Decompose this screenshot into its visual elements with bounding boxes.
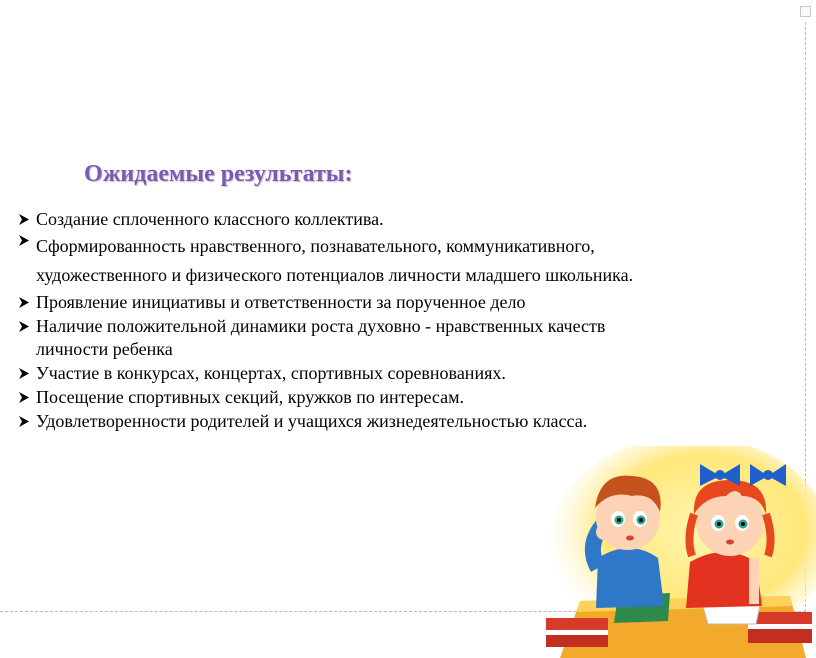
list-item-text: Проявление инициативы и ответственности за порученное дело [36, 292, 526, 312]
two-children-at-desk-illustration [540, 446, 816, 658]
list-item-text: Наличие положительной динамики роста духовно - нравственных качеств [36, 316, 606, 336]
list-item-text: Сформированность нравственного, познавательного, коммуникативного, [36, 236, 595, 256]
corner-marker [800, 6, 811, 17]
list-item [18, 232, 718, 290]
list-item-text: Удовлетворенности родителей и учащихся жизнедеятельностью класса. [36, 411, 588, 431]
results-list [18, 208, 718, 433]
list-item [18, 410, 718, 433]
list-item-continuation: художественного и физического потенциалов личности младшего школьника. [36, 265, 634, 285]
arrow-bullet-icon [18, 391, 30, 404]
arrow-bullet-icon [18, 367, 30, 380]
list-item-text: Создание сплоченного классного коллектива. [36, 209, 384, 229]
list-item-text: Участие в конкурсах, концертах, спортивных соревнованиях. [36, 363, 506, 383]
list-item [18, 315, 718, 361]
list-item [18, 362, 718, 385]
list-item [18, 386, 718, 409]
arrow-bullet-icon [18, 415, 30, 428]
slide-title: Ожидаемые результаты: [84, 161, 353, 187]
list-item [18, 291, 718, 314]
list-item-continuation: личности ребенка [36, 339, 173, 359]
arrow-bullet-icon [18, 234, 30, 247]
arrow-bullet-icon [18, 296, 30, 309]
list-item [18, 208, 718, 231]
list-item-text: Посещение спортивных секций, кружков по интересам. [36, 387, 465, 407]
arrow-bullet-icon [18, 320, 30, 333]
arrow-bullet-icon [18, 213, 30, 226]
